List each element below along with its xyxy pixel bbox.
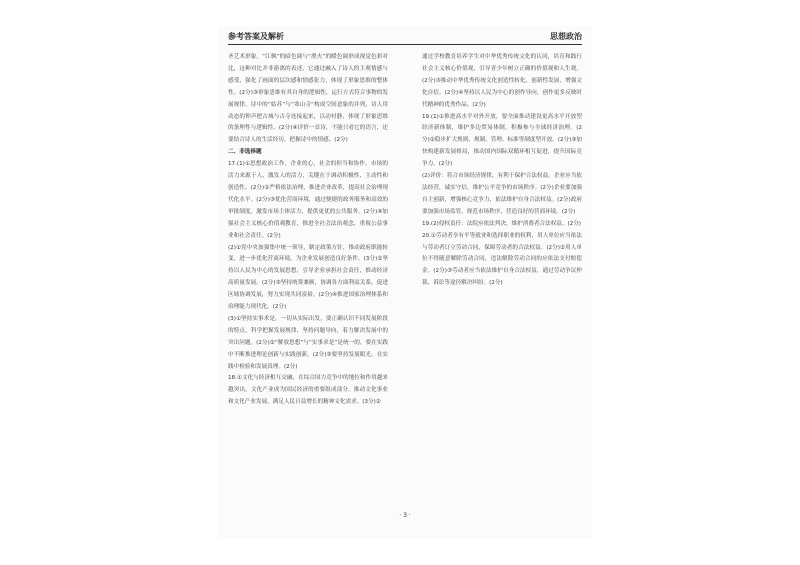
answer-paragraph: 圣艺术形象。“江枫”的暗色调与“渔火”的暖色调形成视觉色彩对比，这种对比并非游离的表述，它通过融入了诗人的主观情感与感受，强化了画面的层次感和情感张力，体现了形象思维的整体性。(2分)③形象思维有其自身的逻辑性，运行方式符合事物的发展规律，诗中的“姑苏”与“寒山寺”构成空间意象的并列，诗人用动态的钟声把古城与古寺连接起来，以动衬静，体现了形象思维的条理性与逻辑性。(2分)④评价一首诗，不能只看它的语言，还要结合诗人的生活经历，把握诗中的情感。(2分): [228, 54, 388, 144]
page-header: [228, 30, 582, 45]
answer-paragraph: 19.(2)侵权责任：法院应依法判决，维护消费者合法权益。(2分): [422, 220, 581, 227]
answer-paragraph: 18.①文化与经济相互交融，在综合国力竞争中的地位和作用越来越突出，文化产业成为国民经济的重要组成部分，推动文化事业和文化产业发展，满足人民日益增长的精神文化需求。(3分)②: [228, 375, 388, 406]
header-title: 参考答案及解析: [228, 32, 284, 41]
answer-paragraph: 通过学校教育培养学生对中华优秀传统文化的认同，培育和践行社会主义核心价值观，引导青少年树立正确的价值观和人生观。(2分)③推动中华优秀传统文化创造性转化、创新性发展，增强文化自信。(2分)④坚持以人民为中心的创作导向，创作更多反映时代精神的优秀作品。(2分): [422, 54, 582, 108]
answer-paragraph: 20.①劳动者享有平等就业和选择职业的权利，用人单位应当依法与劳动者订立劳动合同，保障劳动者的合法权益。(2分)②用人单位不得随意解除劳动合同，违法解除劳动合同的应依法支付赔偿金。(2分)③劳动者应当依法维护自身合法权益，通过劳动争议仲裁、诉讼等途径解决纠纷。(2分): [422, 232, 582, 287]
left-column: [228, 52, 388, 409]
answer-sheet-page: [218, 26, 592, 538]
answer-paragraph: (3)①坚持实事求是，一切从实际出发，要正确认识不同发展阶段的特点，科学把握发展规律，坚持问题导向，着力解决发展中的突出问题。(2分)②“解放思想”与“实事求是”是统一的，要在实践中不断推进理论创新与实践创新。(2分)③要坚持发展眼光，在实践中检验和发展真理。(2分): [228, 315, 388, 370]
header-subject: 思想政治: [550, 32, 582, 41]
answer-paragraph: 19.(1)①推进高水平对外开放，要全面推动建设更高水平开放型经济新体制，维护多边贸易体制，积极参与全球经济治理。(2分)②稳步扩大规则、规制、管理、标准等制度型开放。(2分)③加快构建新发展格局，推动国内国际双循环相互促进，提升国际竞争力。(2分): [422, 113, 582, 168]
right-column: [422, 52, 582, 290]
section-heading: 二、非选择题: [228, 149, 262, 156]
answer-paragraph: (2)①党中央加强集中统一领导，制定政策方针，推动政府职能转变，进一步优化营商环境，为企业发展创造良好条件。(3分)②坚持以人民为中心的发展思想，引导企业承担社会责任，推动经济高质量发展。(2分)③坚持统筹兼顾，协调各方面利益关系，促进区域协调发展，努力实现共同富裕。(2分)④推进国家治理体系和治理能力现代化。(2分): [228, 244, 388, 311]
page-number: · 3 ·: [399, 512, 411, 519]
answer-paragraph: (2)评价：符合市场经济规律，有利于保护合法权益。企业应当依法经营，诚实守信，维护公平竞争的市场秩序。(2分)企业要加强自主创新，增强核心竞争力，依法维护自身合法权益。(2分)政府要加强市场监管，规范市场秩序，营造良好的营商环境。(2分): [422, 173, 582, 215]
answer-paragraph: 17.(1)①思想政治工作，企业的心，社会的担当和协作。市场的活力来源于人，激发人的活力，关键在于调动积极性、主动性和创造性。(2分)②严格依法治理，推进企业改革，提高社会治理现代化水平。(2分)③优化营商环境，通过便捷的政务服务和高效的审批制度，激发市场主体活力，提供更优的公共服务。(2分)④加强社会主义核心价值观教育，推进全社会法治观念，重视公益事业和社会责任。(2分): [228, 161, 388, 239]
